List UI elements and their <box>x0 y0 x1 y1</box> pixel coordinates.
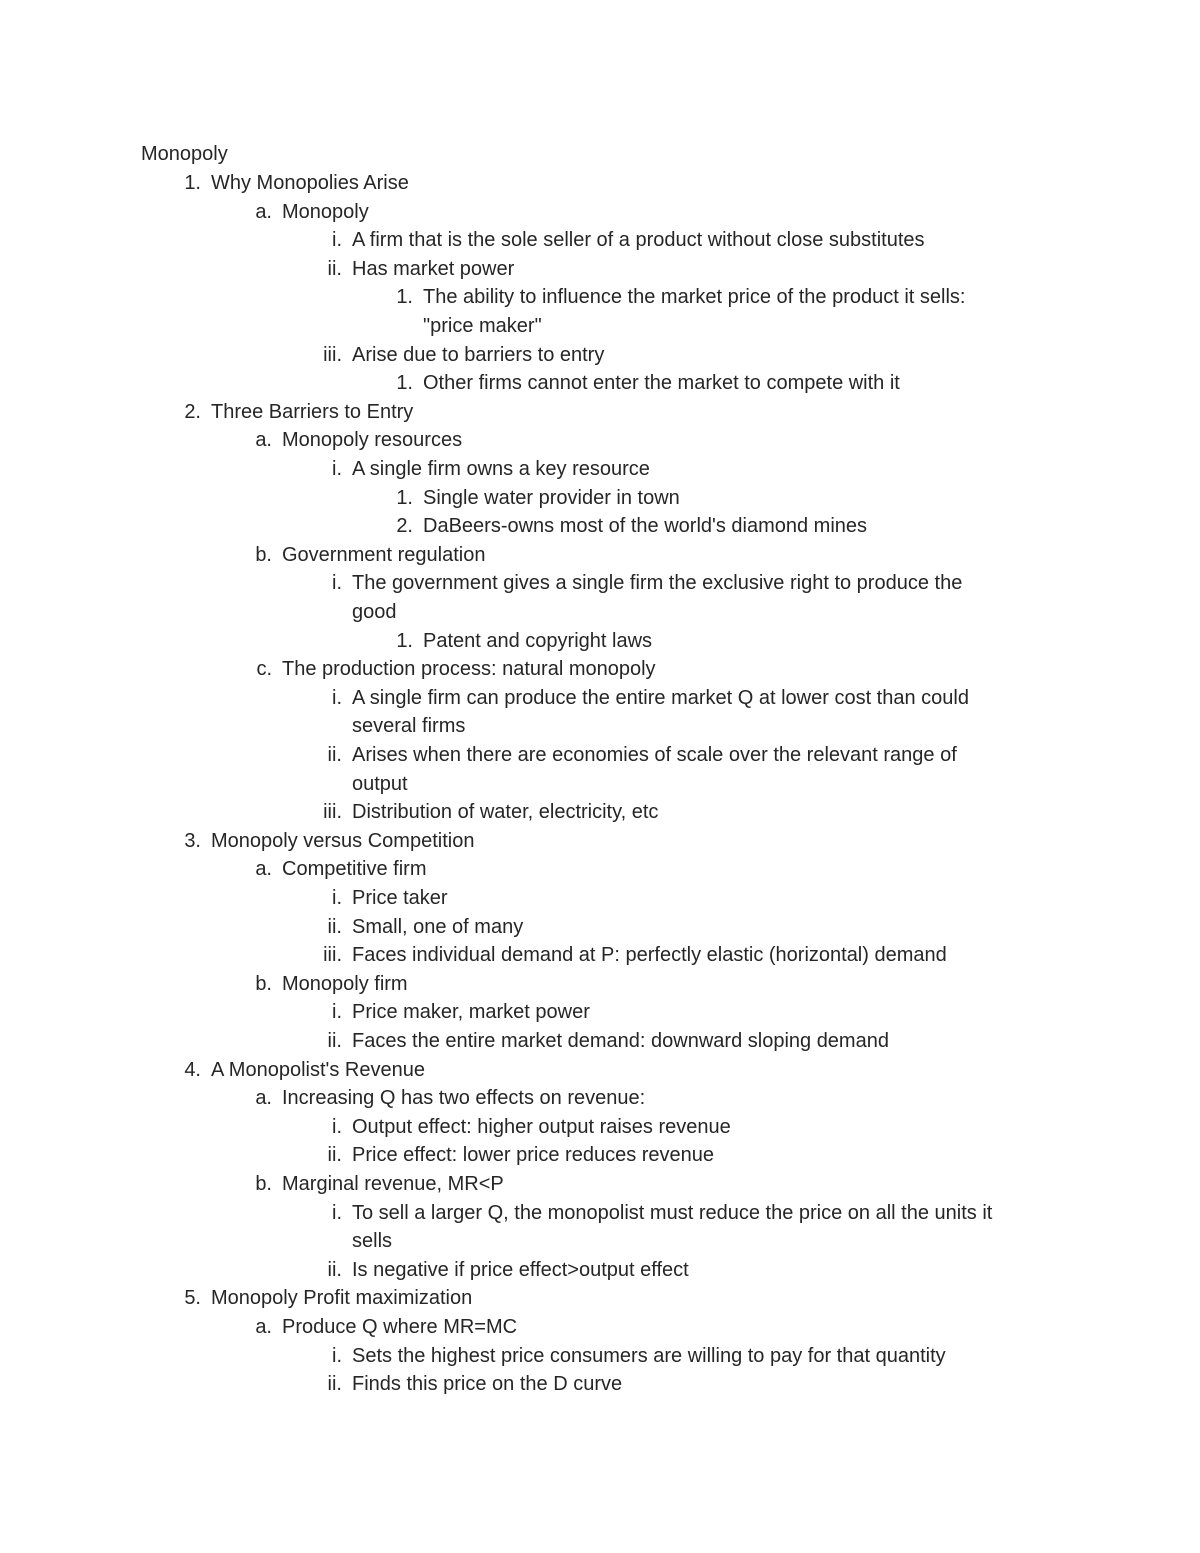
list-item-text: Arises when there are economies of scale over the relevant range of <box>352 744 957 766</box>
outline-item-level-3 <box>327 1370 623 1399</box>
outline-item-level-4 <box>396 627 653 656</box>
list-item-text: Competitive firm <box>282 858 427 881</box>
list-marker: 5. <box>184 1287 201 1310</box>
list-marker: i. <box>332 686 342 709</box>
list-item-text: Why Monopolies Arise <box>211 172 409 194</box>
outline-item-level-3 <box>352 712 465 741</box>
outline-item-level-3 <box>327 1141 715 1170</box>
list-marker: i. <box>332 572 342 595</box>
list-item-text: output <box>352 772 408 795</box>
list-marker: 4. <box>184 1058 201 1081</box>
outline-item-level-3 <box>327 255 515 284</box>
list-marker: b. <box>255 1173 272 1195</box>
outline-item-level-2 <box>255 1170 504 1199</box>
document-title: Monopoly <box>141 143 228 165</box>
list-marker: b. <box>255 972 272 995</box>
list-marker: i. <box>332 887 342 909</box>
outline-item-level-3 <box>327 741 957 770</box>
list-item-text: Monopoly versus Competition <box>211 829 475 852</box>
outline-item-level-2 <box>255 1084 646 1113</box>
outline-item-level-3 <box>323 341 605 370</box>
list-item-text: several firms <box>352 715 466 738</box>
list-marker: a. <box>255 429 272 452</box>
list-marker: 1. <box>396 486 413 509</box>
outline-item-level-1 <box>184 169 409 198</box>
list-marker: 1. <box>396 629 413 652</box>
outline-item-level-4 <box>423 312 542 341</box>
outline-item-level-3 <box>327 913 524 942</box>
outline-item-level-4 <box>396 512 868 541</box>
list-item-text: Distribution of water, electricity, etc <box>352 801 659 824</box>
list-marker: i. <box>332 229 342 252</box>
list-item-text: Monopoly firm <box>282 972 408 995</box>
list-marker: ii. <box>327 744 342 766</box>
list-item-text: Finds this price on the D curve <box>352 1373 623 1396</box>
list-marker: b. <box>255 543 272 566</box>
list-item-text: Is negative if price effect>output effect <box>352 1258 689 1281</box>
outline-item-level-4 <box>396 369 900 398</box>
list-item-text: Arise due to barriers to entry <box>352 343 605 366</box>
outline-item-level-1 <box>184 1056 425 1085</box>
outline-item-level-3 <box>332 884 448 913</box>
outline-item-level-3 <box>332 998 590 1027</box>
list-marker: i. <box>332 1201 342 1224</box>
list-item-text: The ability to influence the market price of the product it sells: <box>423 286 966 309</box>
list-marker: 1. <box>184 172 201 194</box>
list-item-text: Faces individual demand at P: perfectly elastic (horizontal) demand <box>352 944 947 967</box>
list-item-text: sells <box>352 1230 393 1253</box>
list-marker: a. <box>255 1316 272 1338</box>
list-item-text: Produce Q where MR=MC <box>282 1316 518 1338</box>
list-marker: i. <box>332 1001 342 1024</box>
list-item-text: "price maker" <box>423 315 542 337</box>
outline-item-level-3 <box>327 1256 689 1285</box>
list-item-text: The government gives a single firm the exclusive right to produce the <box>352 572 963 595</box>
list-item-text: Faces the entire market demand: downward sloping demand <box>352 1030 889 1052</box>
list-marker: 3. <box>184 829 201 852</box>
outline-item-level-2 <box>255 1313 518 1342</box>
list-marker: a. <box>255 858 272 881</box>
outline-item-level-4 <box>396 283 966 312</box>
list-item-text: Increasing Q has two effects on revenue: <box>282 1087 646 1110</box>
outline-item-level-3 <box>332 226 925 255</box>
list-marker: iii. <box>323 343 342 366</box>
list-item-text: Price effect: lower price reduces revenue <box>352 1144 715 1167</box>
list-item-text: A single firm owns a key resource <box>352 458 650 480</box>
list-marker: ii. <box>327 1373 342 1396</box>
list-item-text: Marginal revenue, MR<P <box>282 1173 504 1195</box>
list-item-text: Small, one of many <box>352 915 524 938</box>
list-item-text: Has market power <box>352 257 515 280</box>
outline-item-level-1 <box>184 398 414 427</box>
list-marker: 1. <box>396 372 413 395</box>
outline-item-level-2 <box>256 655 656 684</box>
list-marker: iii. <box>323 944 342 967</box>
list-marker: ii. <box>327 257 342 280</box>
outline-item-level-3 <box>332 569 963 598</box>
list-marker: ii. <box>327 1144 342 1167</box>
outline-item-level-3 <box>327 1027 889 1056</box>
list-marker: i. <box>332 458 342 480</box>
list-marker: i. <box>332 1344 342 1367</box>
outline-item-level-4 <box>396 484 680 513</box>
outline-item-level-2 <box>255 855 427 884</box>
outline-item-level-3 <box>332 455 650 484</box>
list-item-text: Other firms cannot enter the market to compete with it <box>423 372 900 395</box>
outline-item-level-3 <box>332 1199 993 1228</box>
outline-item-level-1 <box>184 827 475 856</box>
list-item-text: Sets the highest price consumers are willing to pay for that quantity <box>352 1344 946 1367</box>
list-item-text: A single firm can produce the entire market Q at lower cost than could <box>352 686 969 709</box>
list-item-text: Three Barriers to Entry <box>211 400 414 423</box>
outline-item-level-3 <box>352 770 408 799</box>
list-marker: a. <box>255 1087 272 1110</box>
list-item-text: Price taker <box>352 887 448 909</box>
list-item-text: good <box>352 601 397 623</box>
list-marker: a. <box>255 200 272 223</box>
list-marker: ii. <box>327 1258 342 1281</box>
outline-item-level-3 <box>332 1342 946 1371</box>
list-marker: ii. <box>327 915 342 938</box>
list-item-text: A firm that is the sole seller of a product without close substitutes <box>352 229 925 252</box>
outline-item-level-2 <box>255 970 408 999</box>
list-item-text: Government regulation <box>282 543 486 566</box>
list-item-text: Monopoly resources <box>282 429 463 452</box>
list-marker: c. <box>256 658 272 681</box>
list-marker: iii. <box>323 801 342 824</box>
list-marker: 2. <box>184 400 201 423</box>
list-item-text: Price maker, market power <box>352 1001 590 1024</box>
list-item-text: Monopoly <box>282 200 369 223</box>
outline-item-level-2 <box>255 541 486 570</box>
list-item-text: Single water provider in town <box>423 486 680 509</box>
outline-item-level-3 <box>332 684 969 713</box>
list-marker: 2. <box>396 515 413 538</box>
list-item-text: Patent and copyright laws <box>423 629 653 652</box>
outline-item-level-3 <box>332 1113 731 1142</box>
list-marker: ii. <box>327 1030 342 1052</box>
outline-item-level-2 <box>255 426 463 455</box>
list-item-text: DaBeers-owns most of the world's diamond mines <box>423 515 868 538</box>
outline-item-level-3 <box>323 798 659 827</box>
list-marker: 1. <box>396 286 413 309</box>
list-item-text: The production process: natural monopoly <box>282 658 656 681</box>
outline-item-level-1 <box>184 1284 473 1313</box>
list-item-text: Monopoly Profit maximization <box>211 1287 473 1310</box>
outline-item-level-2 <box>255 198 369 227</box>
list-item-text: Output effect: higher output raises revenue <box>352 1115 731 1138</box>
list-item-text: A Monopolist's Revenue <box>211 1058 425 1081</box>
list-item-text: To sell a larger Q, the monopolist must reduce the price on all the units it <box>352 1201 993 1224</box>
outline-item-level-3 <box>352 1227 392 1256</box>
list-marker: i. <box>332 1115 342 1138</box>
outline-item-level-3 <box>352 598 397 627</box>
outline-item-level-3 <box>323 941 947 970</box>
